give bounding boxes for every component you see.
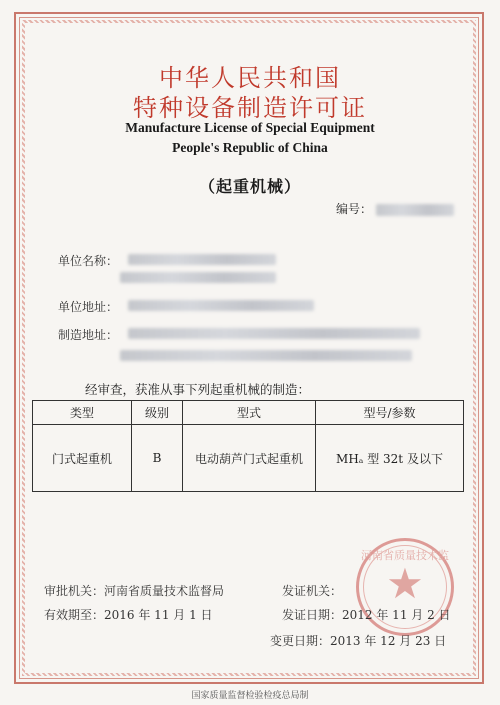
issuer-label: 发证机关： xyxy=(282,584,343,598)
redacted-mfg-address xyxy=(128,328,420,339)
title-en-line2: People's Republic of China xyxy=(172,140,328,155)
redacted-mfg-address-line2 xyxy=(120,350,412,361)
issue-date-value: 2012 年 11 月 2 日 xyxy=(342,608,451,622)
certificate-number xyxy=(336,200,454,217)
change-label: 变更日期： xyxy=(270,634,331,648)
valid-label: 有效期至： xyxy=(44,608,105,622)
redacted-unit-address xyxy=(128,300,314,311)
title-cn-line1: 中华人民共和国 xyxy=(159,64,341,92)
cell-grade: B xyxy=(132,425,183,492)
redacted-unit-name xyxy=(128,254,276,265)
scope-table xyxy=(32,400,464,492)
issue-label: 发证日期： xyxy=(282,608,343,622)
valid-until xyxy=(44,606,213,623)
approver-label: 审批机关： xyxy=(44,584,105,598)
equipment-category: （起重机械） xyxy=(198,177,301,196)
cell-form: 电动葫芦门式起重机 xyxy=(183,425,316,492)
header-type: 类型 xyxy=(33,401,132,425)
cert-no-label: 编号： xyxy=(336,202,373,216)
header-model: 型号/参数 xyxy=(316,401,464,425)
seal-star-icon: ★ xyxy=(386,559,424,608)
title-cn-line2: 特种设备制造许可证 xyxy=(133,94,367,122)
approver-value: 河南省质量技术监督局 xyxy=(104,584,225,598)
unit-name-label: 单位名称： xyxy=(58,254,119,268)
approver xyxy=(44,582,224,599)
mfg-address-label: 制造地址： xyxy=(58,328,119,342)
change-date xyxy=(270,632,446,649)
table-header-row xyxy=(33,401,464,425)
valid-date: 2016 年 11 月 1 日 xyxy=(104,608,213,622)
redacted-cert-number xyxy=(376,204,454,216)
cell-model: MHₐ 型 32t 及以下 xyxy=(316,425,464,492)
approval-statement: 经审查，获准从事下列起重机械的制造： xyxy=(85,382,311,397)
seal-text: 河南省质量技术监 xyxy=(361,549,449,562)
cell-type: 门式起重机 xyxy=(33,425,132,492)
header-form: 型式 xyxy=(183,401,316,425)
title-en-line1: Manufacture License of Special Equipment xyxy=(125,120,375,135)
header-grade: 级别 xyxy=(132,401,183,425)
table-row xyxy=(33,425,464,492)
issue-date xyxy=(282,606,451,623)
issuer-footnote: 国家质量监督检验检疫总局制 xyxy=(191,691,309,701)
redacted-unit-name-line2 xyxy=(120,272,276,283)
change-date-value: 2013 年 12 月 23 日 xyxy=(330,634,447,648)
unit-address-label: 单位地址： xyxy=(58,300,119,314)
